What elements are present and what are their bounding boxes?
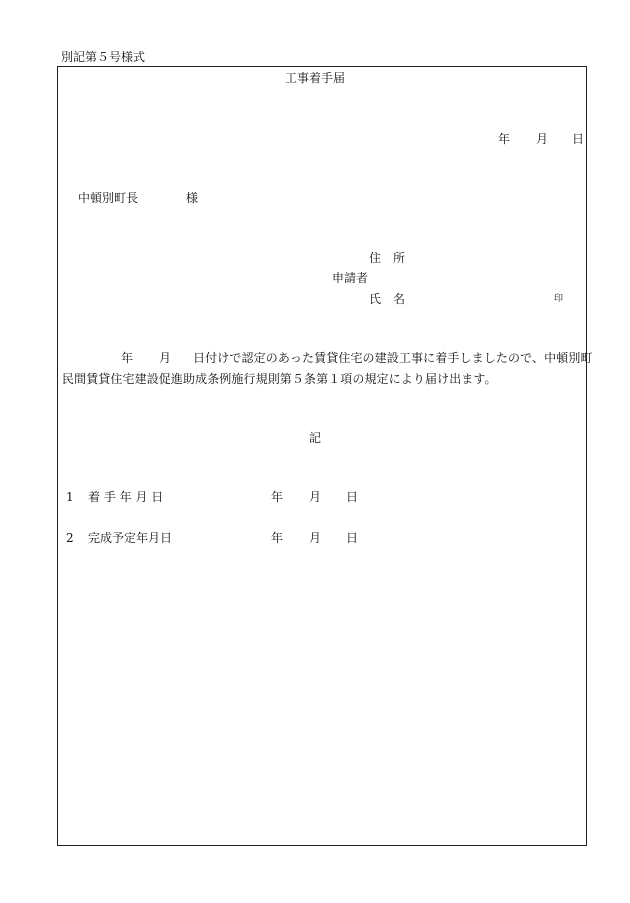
addressee: 中頓別町長 <box>78 191 139 205</box>
body-year-label: 年 <box>121 351 134 365</box>
honorific: 様 <box>186 191 199 205</box>
ki-heading: 記 <box>308 431 321 445</box>
item-label: 完成予定年月日 <box>88 531 173 545</box>
item-number: 2 <box>66 531 74 545</box>
item-day-label: 日 <box>346 531 359 545</box>
form-number: 別記第５号様式 <box>61 50 146 64</box>
date-day-label: 日 <box>572 132 585 146</box>
name-label: 氏 名 <box>369 292 406 306</box>
applicant-label: 申請者 <box>332 271 369 285</box>
form-frame <box>57 66 587 846</box>
item-day-label: 日 <box>346 490 359 504</box>
item-year-label: 年 <box>271 531 284 545</box>
body-text-line2: 民間賃貸住宅建設促進助成条例施行規則第５条第１項の規定により届け出ます。 <box>62 372 497 386</box>
item-label: 着 手 年 月 日 <box>88 490 164 504</box>
address-label: 住 所 <box>369 251 406 265</box>
document-title: 工事着手届 <box>284 71 345 85</box>
date-year-label: 年 <box>498 132 511 146</box>
body-text-line1: 日付けで認定のあった賃貸住宅の建設工事に着手しましたので、中頓別町 <box>193 351 593 365</box>
seal-mark: 印 <box>554 294 564 304</box>
body-month-label: 月 <box>159 351 172 365</box>
item-month-label: 月 <box>309 531 322 545</box>
item-number: 1 <box>66 490 74 504</box>
date-month-label: 月 <box>536 132 549 146</box>
item-year-label: 年 <box>271 490 284 504</box>
item-month-label: 月 <box>309 490 322 504</box>
